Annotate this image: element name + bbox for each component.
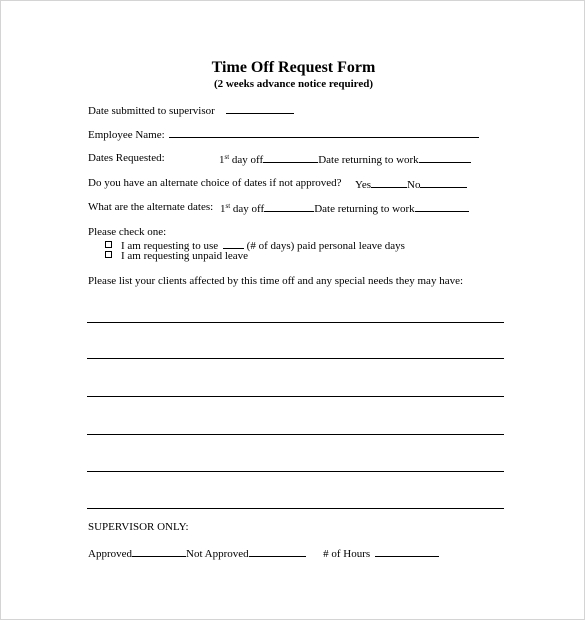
date-submitted-label: Date submitted to supervisor (88, 105, 215, 117)
clients-line-3[interactable] (87, 396, 504, 397)
yes-field[interactable] (371, 177, 407, 188)
alternate-question: Do you have an alternate choice of dates if not approved? (88, 177, 342, 189)
unpaid-leave-checkbox[interactable] (105, 251, 112, 258)
option-unpaid-leave (105, 250, 248, 262)
form-title: Time Off Request Form (211, 59, 376, 76)
paid-leave-days-field[interactable] (223, 238, 244, 249)
approved-label: Approved (88, 548, 132, 560)
alt-first-day-off-field[interactable] (264, 201, 314, 212)
return-date-label: Date returning to work (318, 154, 419, 166)
first-day-off-row (219, 152, 471, 166)
employee-name-row (88, 127, 479, 141)
clients-line-1[interactable] (87, 322, 504, 323)
clients-label: Please list your clients affected by this time off and any special needs they may have: (88, 275, 464, 287)
paid-leave-checkbox[interactable] (105, 241, 112, 248)
date-submitted-field[interactable] (226, 103, 294, 114)
approval-row (88, 546, 439, 560)
no-label: No (407, 179, 421, 191)
paid-leave-label-after: (# of days) paid personal leave days (246, 240, 405, 252)
no-field[interactable] (420, 177, 467, 188)
approved-field[interactable] (132, 546, 186, 557)
alternate-dates-row (220, 201, 469, 215)
alt-return-date-field[interactable] (415, 201, 469, 212)
alternate-dates-label: What are the alternate dates: (88, 201, 214, 213)
first-day-off-label: 1st day off (219, 153, 264, 166)
hours-label: # of Hours (323, 548, 371, 560)
form-subtitle: (2 weeks advance notice required) (213, 78, 374, 90)
employee-name-field[interactable] (169, 127, 479, 138)
not-approved-field[interactable] (249, 546, 306, 557)
first-day-off-field[interactable] (263, 152, 318, 163)
date-submitted-row (88, 103, 294, 117)
unpaid-leave-label: I am requesting unpaid leave (121, 250, 249, 262)
dates-requested-label: Dates Requested: (88, 152, 165, 164)
not-approved-label: Not Approved (186, 548, 249, 560)
supervisor-only-label: SUPERVISOR ONLY: (88, 521, 189, 533)
check-one-label: Please check one: (88, 226, 167, 238)
return-date-field[interactable] (419, 152, 471, 163)
yes-label: Yes (355, 179, 372, 191)
alt-return-date-label: Date returning to work (314, 203, 415, 215)
alt-first-day-off-label: 1st day off (220, 202, 265, 215)
clients-line-6[interactable] (87, 508, 504, 509)
clients-line-2[interactable] (87, 358, 504, 359)
clients-line-5[interactable] (87, 471, 504, 472)
hours-field[interactable] (375, 546, 439, 557)
employee-name-label: Employee Name: (88, 129, 165, 141)
clients-line-4[interactable] (87, 434, 504, 435)
yes-no-row (355, 177, 467, 191)
paid-leave-label-before: I am requesting to use (121, 240, 219, 252)
